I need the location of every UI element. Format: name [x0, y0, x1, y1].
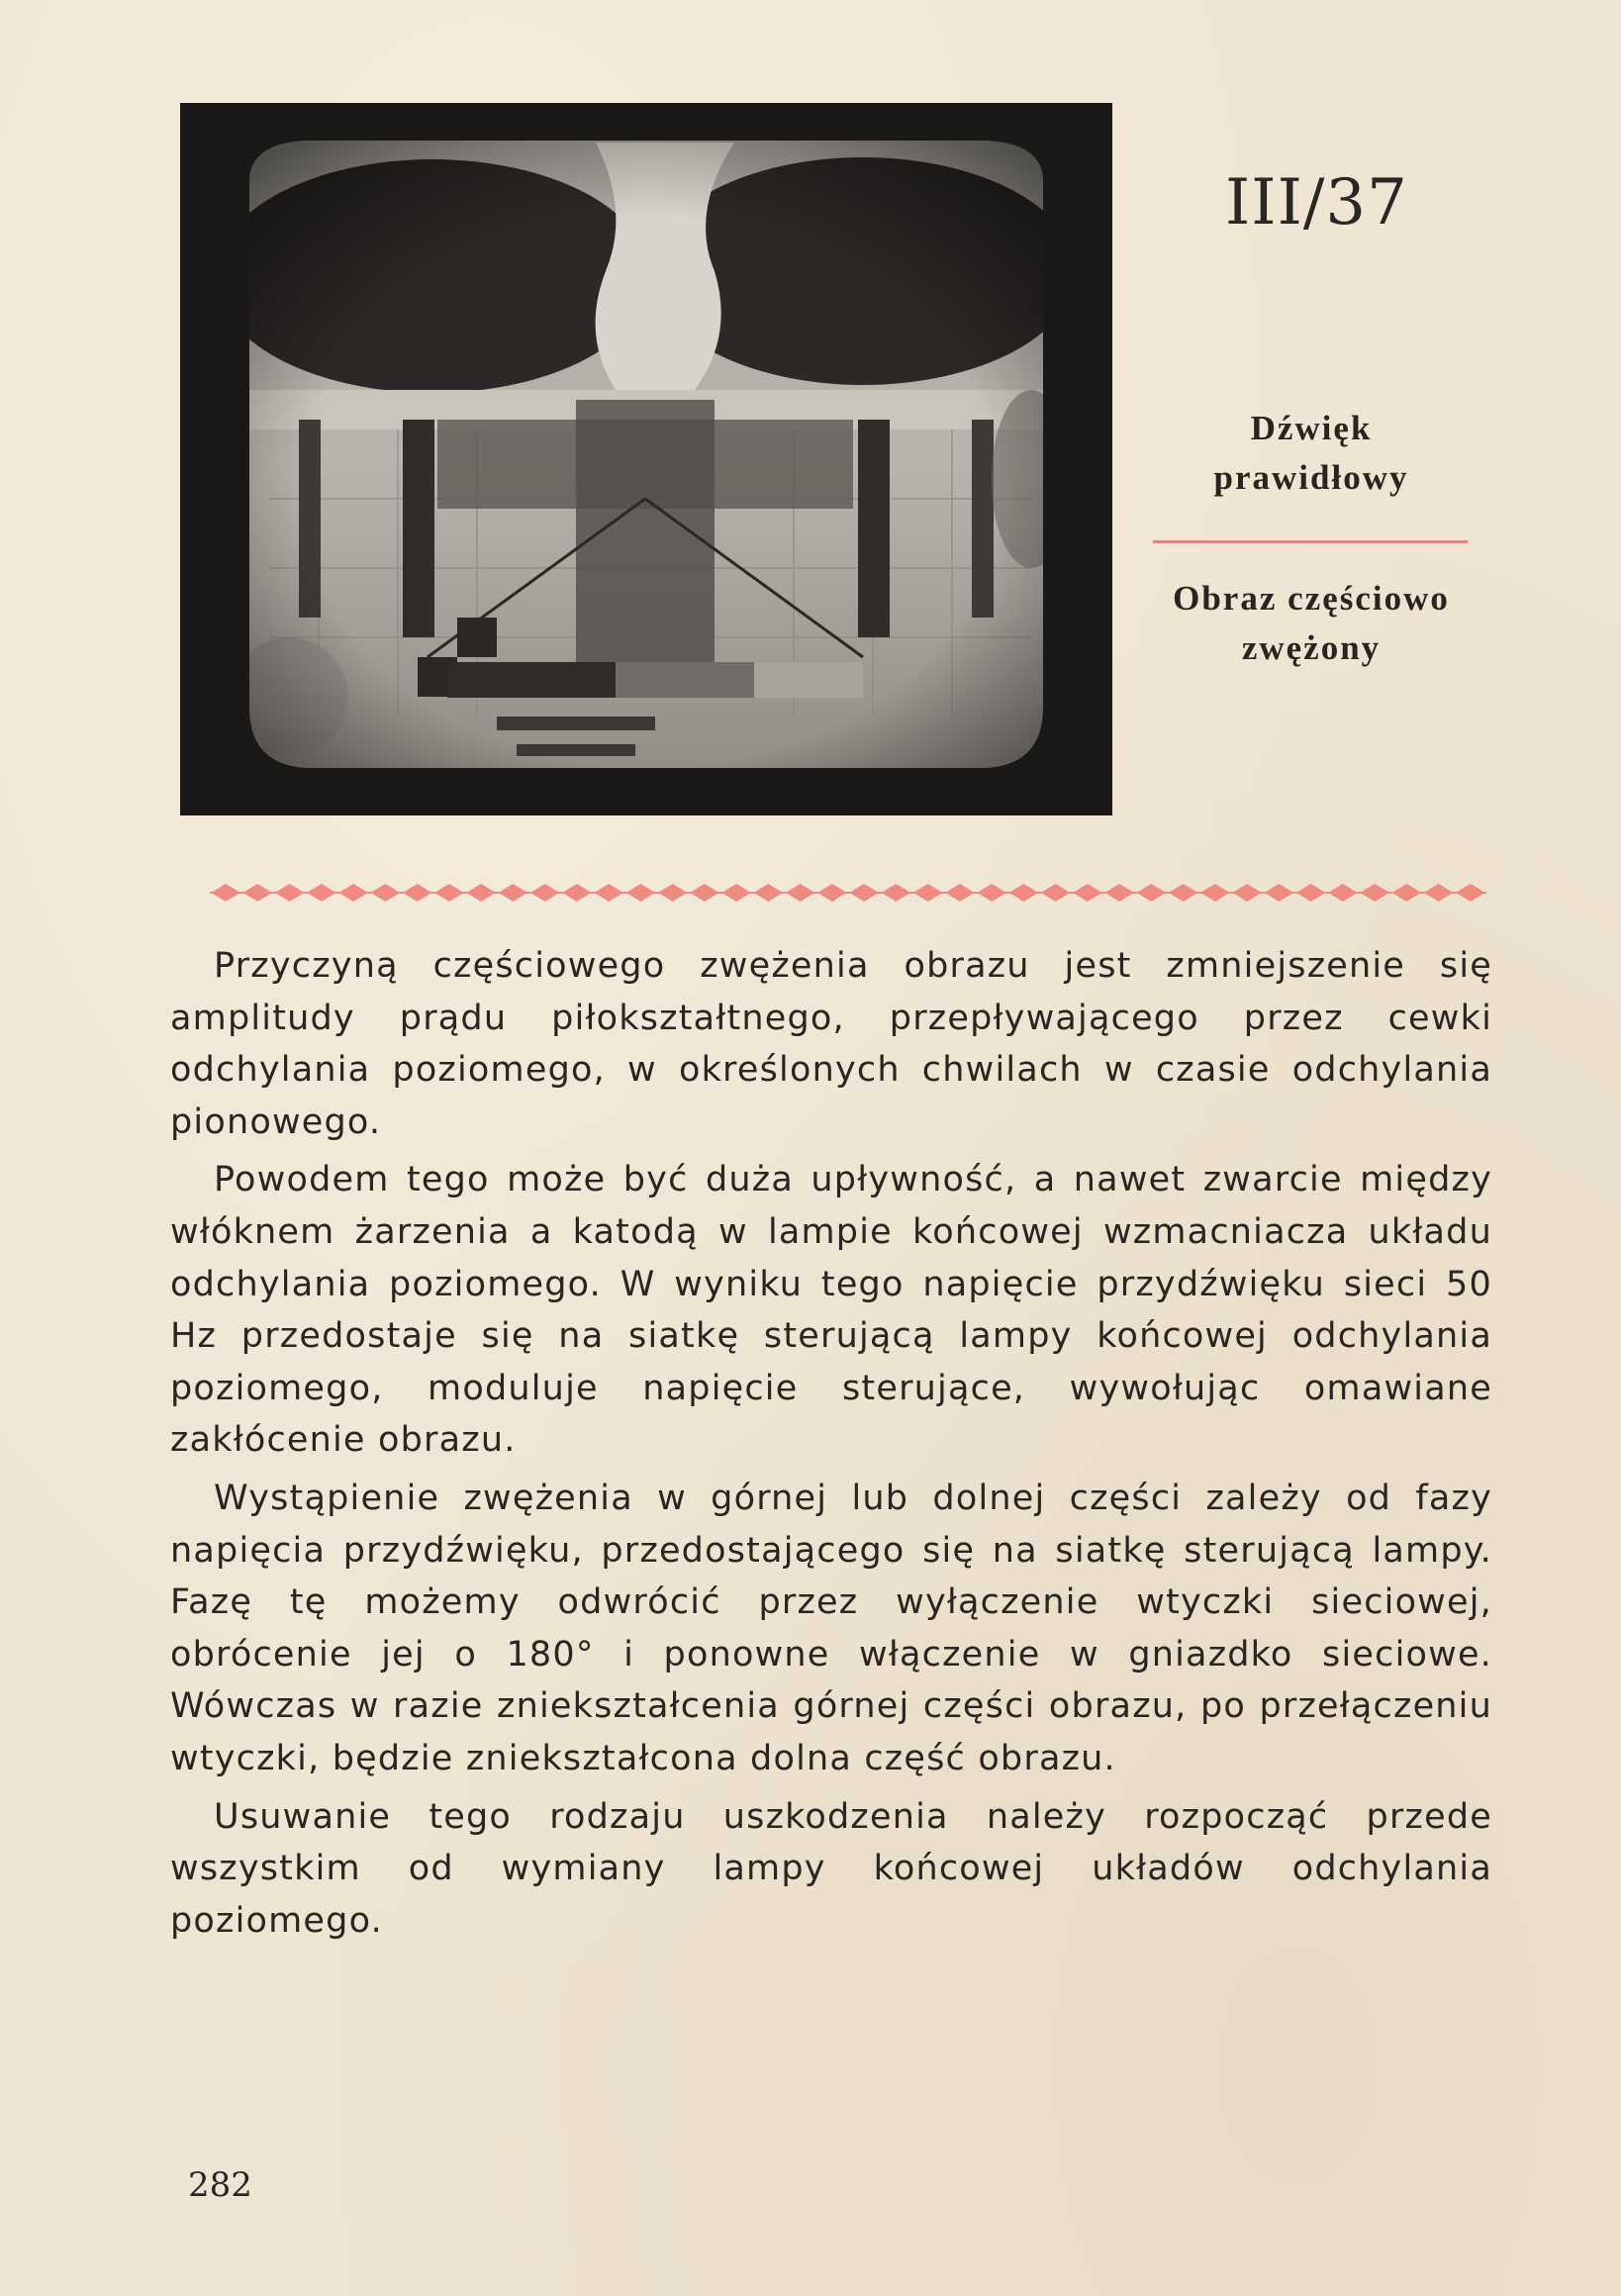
ornament-diamond — [275, 884, 305, 902]
ornament-diamond — [371, 884, 401, 902]
ornament-diamond — [562, 884, 592, 902]
ornament-diamond — [1296, 884, 1326, 902]
plate-number — [1225, 166, 1408, 239]
ornament-diamond — [594, 884, 623, 902]
ornament-diamond — [243, 884, 273, 902]
body-text — [170, 940, 1492, 1953]
plate-number-roman: III — [1225, 166, 1303, 239]
tv-screen-photo — [180, 103, 1112, 815]
ornament-diamond — [530, 884, 560, 902]
ornament-diamond — [1009, 884, 1039, 902]
ornament-diamond — [754, 884, 784, 902]
ornament-diamond — [1328, 884, 1358, 902]
ornament-diamond — [1104, 884, 1134, 902]
paragraph-2: Powodem tego może być duża upływność, a nawet zwarcie między włóknem żarzenia a katodą w lampie końcowej wzmacniacza układu odchylania poziomego. W wyniku tego napięcie przydźwięku sieci 50 Hz przedostaje się na siatkę sterującą lampy końcowej odchylania poziomego, moduluje napięcie sterujące, wywołując omawiane zakłócenie obrazu. — [170, 1160, 1492, 1461]
ornament-diamond — [307, 884, 336, 902]
ornament-diamond — [1265, 884, 1294, 902]
ornament-diamond — [626, 884, 656, 902]
diamond-chain-icon — [210, 879, 1486, 907]
ornament-diamond — [690, 884, 719, 902]
ornament-diamond — [1200, 884, 1230, 902]
paragraph-1: Przyczyną częściowego zwężenia obrazu jest zmniejszenie się amplitudy prądu piłokształtnego, przepływającego przez cewki odchylania poziomego, w określonych chwilach w czasie odchylania pionowego. — [170, 946, 1492, 1142]
ornament-diamond — [338, 884, 368, 902]
sound-status-label: Dźwięk prawidłowy — [1213, 409, 1409, 497]
distorted-test-pattern-image — [180, 103, 1112, 815]
ornament-diamond — [1392, 884, 1422, 902]
ornament-diamond — [499, 884, 528, 902]
ornament-diamond — [977, 884, 1006, 902]
diamond-ornament-rule — [210, 879, 1486, 907]
ornament-diamond — [658, 884, 688, 902]
ornament-diamond — [1232, 884, 1262, 902]
ornament-diamond — [466, 884, 496, 902]
ornament-diamond — [1041, 884, 1071, 902]
plate-number-sub: 37 — [1325, 166, 1408, 239]
ornament-diamond — [849, 884, 879, 902]
page-number: 282 — [188, 2165, 252, 2205]
ornament-diamond — [1169, 884, 1198, 902]
ornament-diamond — [1360, 884, 1389, 902]
paragraph-3: Wystąpienie zwężenia w górnej lub dolnej części zależy od fazy napięcia przydźwięku, przedostającego się na siatkę sterującą lampy. Fazę tę możemy odwrócić przez wyłączenie wtyczki sieciowej, obrócenie jej o 180° i ponowne włączenie w gniazdko sieciowe. Wówczas w razie zniekształcenia górnej części obrazu, po przełączeniu wtyczki, będzie zniekształcona dolna część obrazu. — [170, 1478, 1492, 1778]
ornament-diamond — [786, 884, 815, 902]
side-divider — [1153, 540, 1468, 543]
ornament-diamond — [1456, 884, 1485, 902]
ornament-diamond — [882, 884, 911, 902]
ornament-diamond — [1073, 884, 1102, 902]
plate-number-slash: / — [1302, 166, 1326, 239]
paragraph-4: Usuwanie tego rodzaju uszkodzenia należy rozpocząć przede wszystkim od wymiany lampy końcowej układów odchylania poziomego. — [170, 1796, 1492, 1941]
ornament-diamond — [211, 884, 240, 902]
ornament-diamond — [434, 884, 464, 902]
ornament-diamond — [403, 884, 432, 902]
ornament-diamond — [721, 884, 751, 902]
ornament-diamond — [945, 884, 975, 902]
ornament-diamond — [1137, 884, 1167, 902]
ornament-diamond — [817, 884, 847, 902]
image-status-label: Obraz częściowo zwężony — [1173, 579, 1450, 667]
ornament-diamond — [1424, 884, 1454, 902]
ornament-diamond — [913, 884, 943, 902]
